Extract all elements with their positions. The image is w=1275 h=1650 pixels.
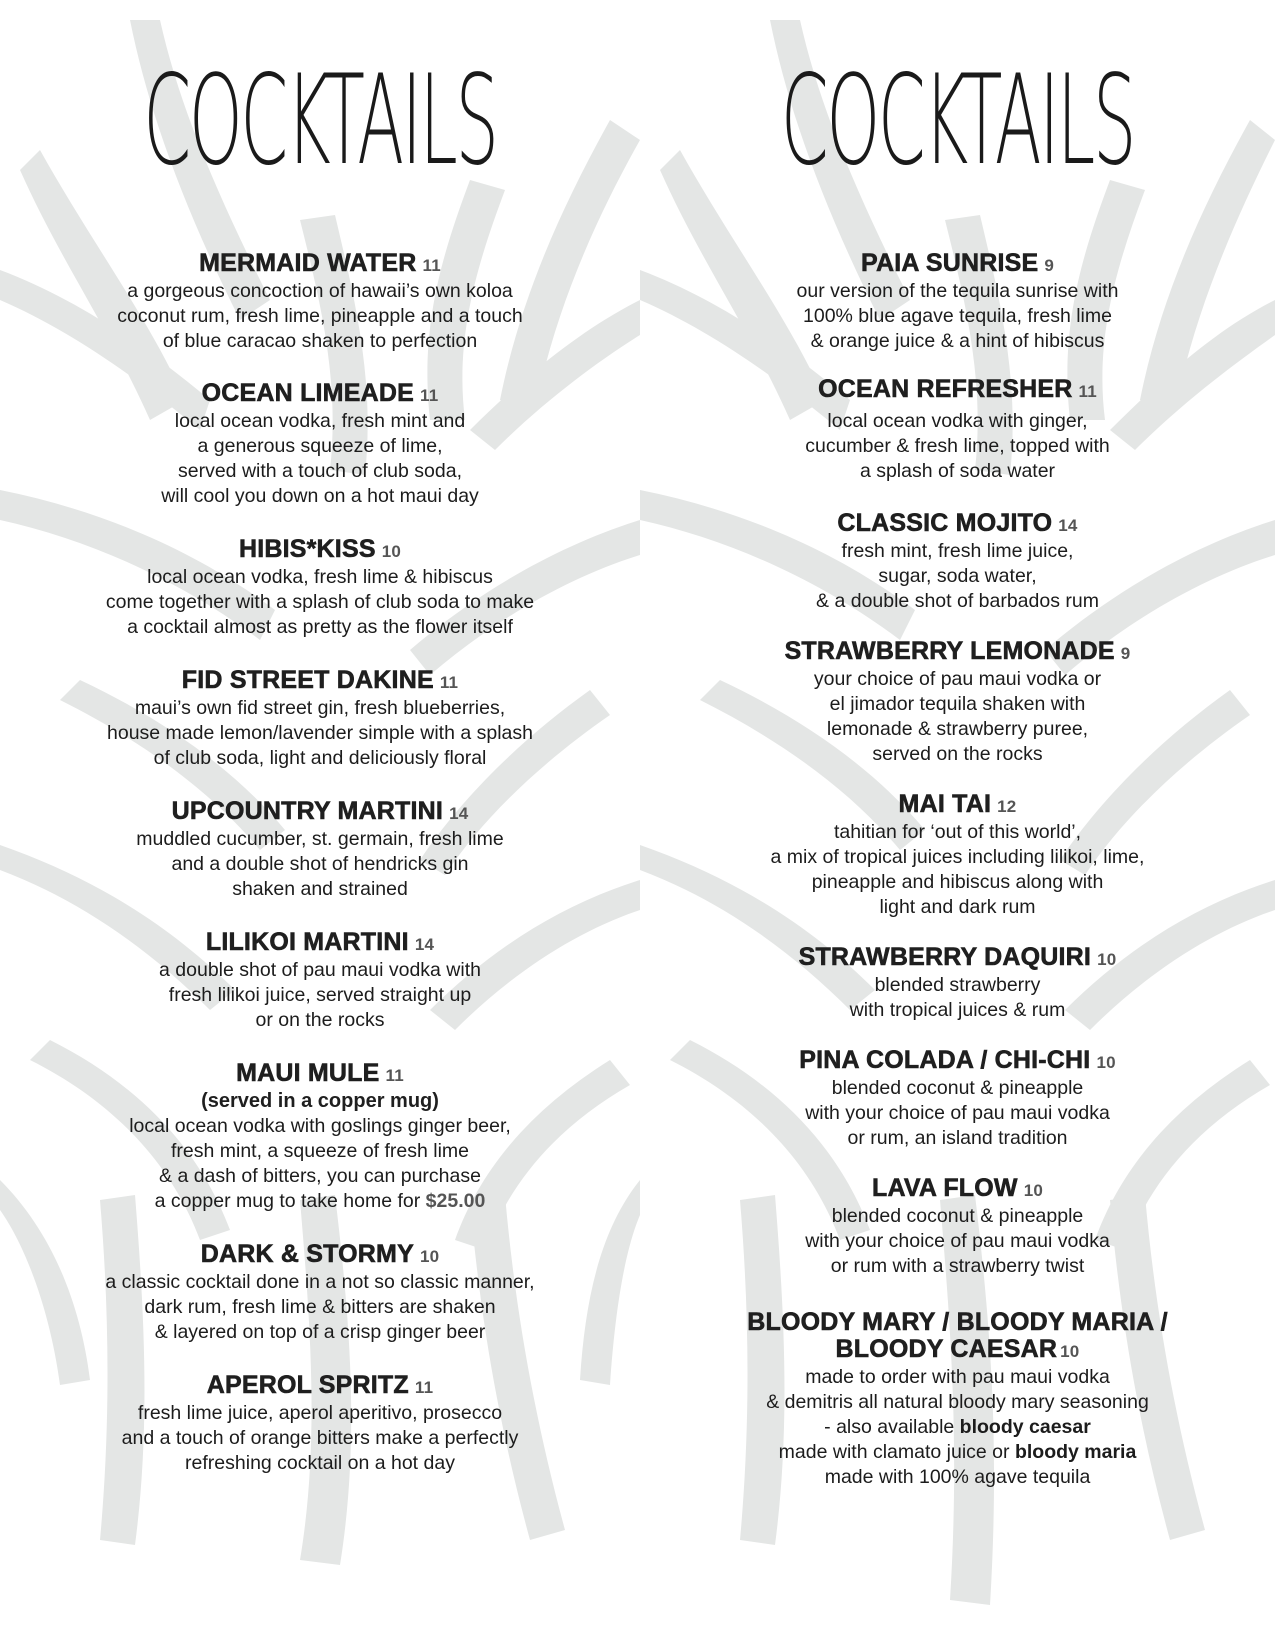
item-price: 10: [419, 1247, 440, 1266]
menu-item: [640, 791, 1275, 920]
desc-line: your choice of pau maui vodka or: [813, 668, 1102, 690]
item-name: APEROL SPRITZ: [206, 1371, 409, 1399]
desc-line: fresh mint, a squeeze of fresh lime: [170, 1140, 470, 1162]
desc-line: a mix of tropical juices including lilikoi, lime,: [770, 846, 1145, 868]
cocktail-list: [0, 250, 640, 1476]
desc-line: served with a touch of club soda,: [178, 460, 462, 482]
desc-line: & layered on top of a crisp ginger beer: [154, 1321, 486, 1343]
menu-item: [640, 1047, 1275, 1151]
item-name: STRAWBERRY LEMONADE: [784, 637, 1115, 665]
desc-line: sugar, soda water,: [878, 565, 1037, 587]
desc-line: local ocean vodka, fresh lime & hibiscus: [147, 566, 493, 588]
menu-item: [640, 638, 1275, 767]
item-name: UPCOUNTRY MARTINI: [171, 797, 444, 825]
item-description: [640, 409, 1275, 484]
item-price: 11: [385, 1066, 404, 1085]
desc-line: light and dark rum: [879, 896, 1036, 918]
menu-item: [640, 250, 1275, 354]
item-price: 10: [1097, 950, 1117, 969]
item-description: [640, 279, 1275, 354]
item-price: 11: [422, 256, 441, 275]
item-price: 14: [1058, 516, 1078, 535]
desc-line: or rum with a strawberry twist: [830, 1255, 1085, 1277]
desc-bold: bloody caesar: [959, 1416, 1091, 1438]
desc-line: with your choice of pau maui vodka: [805, 1102, 1110, 1124]
desc-line: [0, 1189, 640, 1214]
menu-item: [0, 798, 640, 902]
item-name-line1: BLOODY MARY / BLOODY MARIA /: [747, 1308, 1168, 1336]
menu-item: [640, 1309, 1275, 1490]
desc-line: a cocktail almost as pretty as the flower itself: [127, 616, 513, 638]
desc-line: shaken and strained: [232, 878, 408, 900]
menu-item: [640, 510, 1275, 614]
menu-item: [0, 536, 640, 640]
menu-item: [640, 1175, 1275, 1279]
item-name: PINA COLADA / CHI-CHI: [799, 1046, 1091, 1074]
desc-text: - also available: [824, 1416, 960, 1438]
item-name: FID STREET DAKINE: [181, 666, 434, 694]
desc-line: [640, 1440, 1275, 1465]
menu-item: [0, 1060, 640, 1214]
desc-line: fresh lime juice, aperol aperitivo, prosecco: [137, 1402, 503, 1424]
item-name: MAI TAI: [898, 790, 992, 818]
item-price: 11: [439, 673, 459, 692]
item-name-line2: BLOODY CAESAR: [835, 1335, 1058, 1363]
item-description: [640, 539, 1275, 614]
desc-line: or rum, an island tradition: [847, 1127, 1068, 1149]
item-price: 11: [419, 386, 439, 405]
item-description: [0, 1114, 640, 1214]
desc-line: and a touch of orange bitters make a perfectly: [121, 1427, 519, 1449]
item-price: 10: [1096, 1053, 1116, 1072]
item-description: [640, 973, 1275, 1023]
item-name: STRAWBERRY DAQUIRI: [798, 943, 1092, 971]
desc-line: will cool you down on a hot maui day: [161, 485, 479, 507]
menu-item: [0, 929, 640, 1033]
item-description: [640, 820, 1275, 920]
item-description: [640, 1365, 1275, 1490]
desc-line: blended coconut & pineapple: [831, 1205, 1084, 1227]
item-price: 12: [997, 797, 1017, 816]
item-description: [640, 1204, 1275, 1279]
desc-line: cucumber & fresh lime, topped with: [805, 435, 1110, 457]
item-name: MERMAID WATER: [199, 249, 417, 277]
item-price: 10: [381, 542, 402, 561]
desc-line: a classic cocktail done in a not so classic manner,: [105, 1271, 535, 1293]
item-price: 14: [449, 804, 469, 823]
item-name: LILIKOI MARTINI: [205, 928, 409, 956]
desc-line: coconut rum, fresh lime, pineapple and a touch: [117, 305, 523, 327]
desc-line: muddled cucumber, st. germain, fresh lime: [136, 828, 504, 850]
item-price: 11: [1078, 382, 1097, 401]
menu-page-right: [640, 0, 1275, 1650]
page-title: COCKTAILS: [780, 47, 1135, 193]
desc-line: of blue caracao shaken to perfection: [162, 330, 478, 352]
item-name: LAVA FLOW: [871, 1174, 1018, 1202]
item-description: [640, 667, 1275, 767]
menu-item: [0, 1241, 640, 1345]
desc-line: & orange juice & a hint of hibiscus: [810, 330, 1105, 352]
item-price: 11: [414, 1378, 434, 1397]
desc-line: dark rum, fresh lime & bitters are shaken: [144, 1296, 496, 1318]
desc-line: our version of the tequila sunrise with: [796, 280, 1119, 302]
item-name: HIBIS*KISS: [238, 535, 376, 563]
desc-line: blended coconut & pineapple: [831, 1077, 1084, 1099]
item-price: 14: [414, 935, 435, 954]
item-price: 10: [1023, 1181, 1044, 1200]
item-name: OCEAN LIMEADE: [201, 379, 414, 407]
desc-line: fresh mint, fresh lime juice,: [841, 540, 1074, 562]
desc-line: house made lemon/lavender simple with a splash: [107, 722, 533, 744]
item-description: [0, 827, 640, 902]
menu-item: [0, 1372, 640, 1476]
desc-line: made with 100% agave tequila: [824, 1466, 1091, 1488]
desc-line: local ocean vodka with ginger,: [827, 410, 1088, 432]
desc-line: [640, 1415, 1275, 1440]
desc-line: & a double shot of barbados rum: [816, 590, 1099, 612]
item-description: [0, 1270, 640, 1345]
desc-line: with your choice of pau maui vodka: [805, 1230, 1110, 1252]
desc-line: el jimador tequila shaken with: [829, 693, 1086, 715]
menu-item: [0, 667, 640, 771]
desc-line: a double shot of pau maui vodka with: [159, 959, 481, 981]
item-name: DARK & STORMY: [200, 1240, 414, 1268]
item-name: OCEAN REFRESHER: [818, 375, 1073, 403]
item-description: [0, 1401, 640, 1476]
desc-line: 100% blue agave tequila, fresh lime: [803, 305, 1112, 327]
menu-item: [640, 944, 1275, 1023]
desc-line: come together with a splash of club soda to make: [105, 591, 535, 613]
menu-item: [640, 376, 1275, 484]
menu-item: [0, 250, 640, 354]
item-price: 9: [1120, 644, 1131, 663]
desc-line: made to order with pau maui vodka: [805, 1366, 1110, 1388]
desc-line: & a dash of bitters, you can purchase: [159, 1165, 481, 1187]
desc-text: a copper mug to take home for: [154, 1190, 426, 1212]
menu-item: [0, 380, 640, 509]
mug-price: $25.00: [425, 1190, 486, 1212]
desc-line: a gorgeous concoction of hawaii’s own koloa: [127, 280, 513, 302]
desc-bold: bloody maria: [1014, 1441, 1137, 1463]
item-price: 9: [1044, 256, 1055, 275]
desc-line: a generous squeeze of lime,: [197, 435, 443, 457]
desc-line: local ocean vodka, fresh mint and: [174, 410, 466, 432]
item-description: [0, 696, 640, 771]
item-description: [0, 565, 640, 640]
desc-line: tahitian for ‘out of this world’,: [833, 821, 1082, 843]
desc-line: fresh lilikoi juice, served straight up: [168, 984, 472, 1006]
desc-text: made with clamato juice or: [778, 1441, 1015, 1463]
item-description: [0, 958, 640, 1033]
item-description: [0, 409, 640, 509]
cocktail-list: [640, 250, 1275, 1490]
item-subtitle: (served in a copper mug): [201, 1090, 439, 1112]
item-price: 10: [1060, 1342, 1080, 1361]
desc-line: & demitris all natural bloody mary seasoning: [766, 1391, 1149, 1413]
desc-line: with tropical juices & rum: [849, 999, 1066, 1021]
desc-line: pineapple and hibiscus along with: [811, 871, 1104, 893]
desc-line: of club soda, light and deliciously floral: [153, 747, 487, 769]
desc-line: or on the rocks: [255, 1009, 385, 1031]
page-title: COCKTAILS: [143, 47, 497, 193]
desc-line: and a double shot of hendricks gin: [171, 853, 469, 875]
item-name: CLASSIC MOJITO: [837, 509, 1053, 537]
desc-line: served on the rocks: [872, 743, 1043, 765]
item-name: MAUI MULE: [236, 1059, 380, 1087]
desc-line: local ocean vodka with goslings ginger beer,: [129, 1115, 511, 1137]
desc-line: lemonade & strawberry puree,: [826, 718, 1089, 740]
desc-line: blended strawberry: [874, 974, 1041, 996]
desc-line: a splash of soda water: [859, 460, 1056, 482]
item-description: [0, 279, 640, 354]
desc-line: refreshing cocktail on a hot day: [185, 1452, 455, 1474]
item-description: [640, 1076, 1275, 1151]
item-name: PAIA SUNRISE: [860, 249, 1039, 277]
desc-line: maui’s own fid street gin, fresh blueberries,: [134, 697, 506, 719]
